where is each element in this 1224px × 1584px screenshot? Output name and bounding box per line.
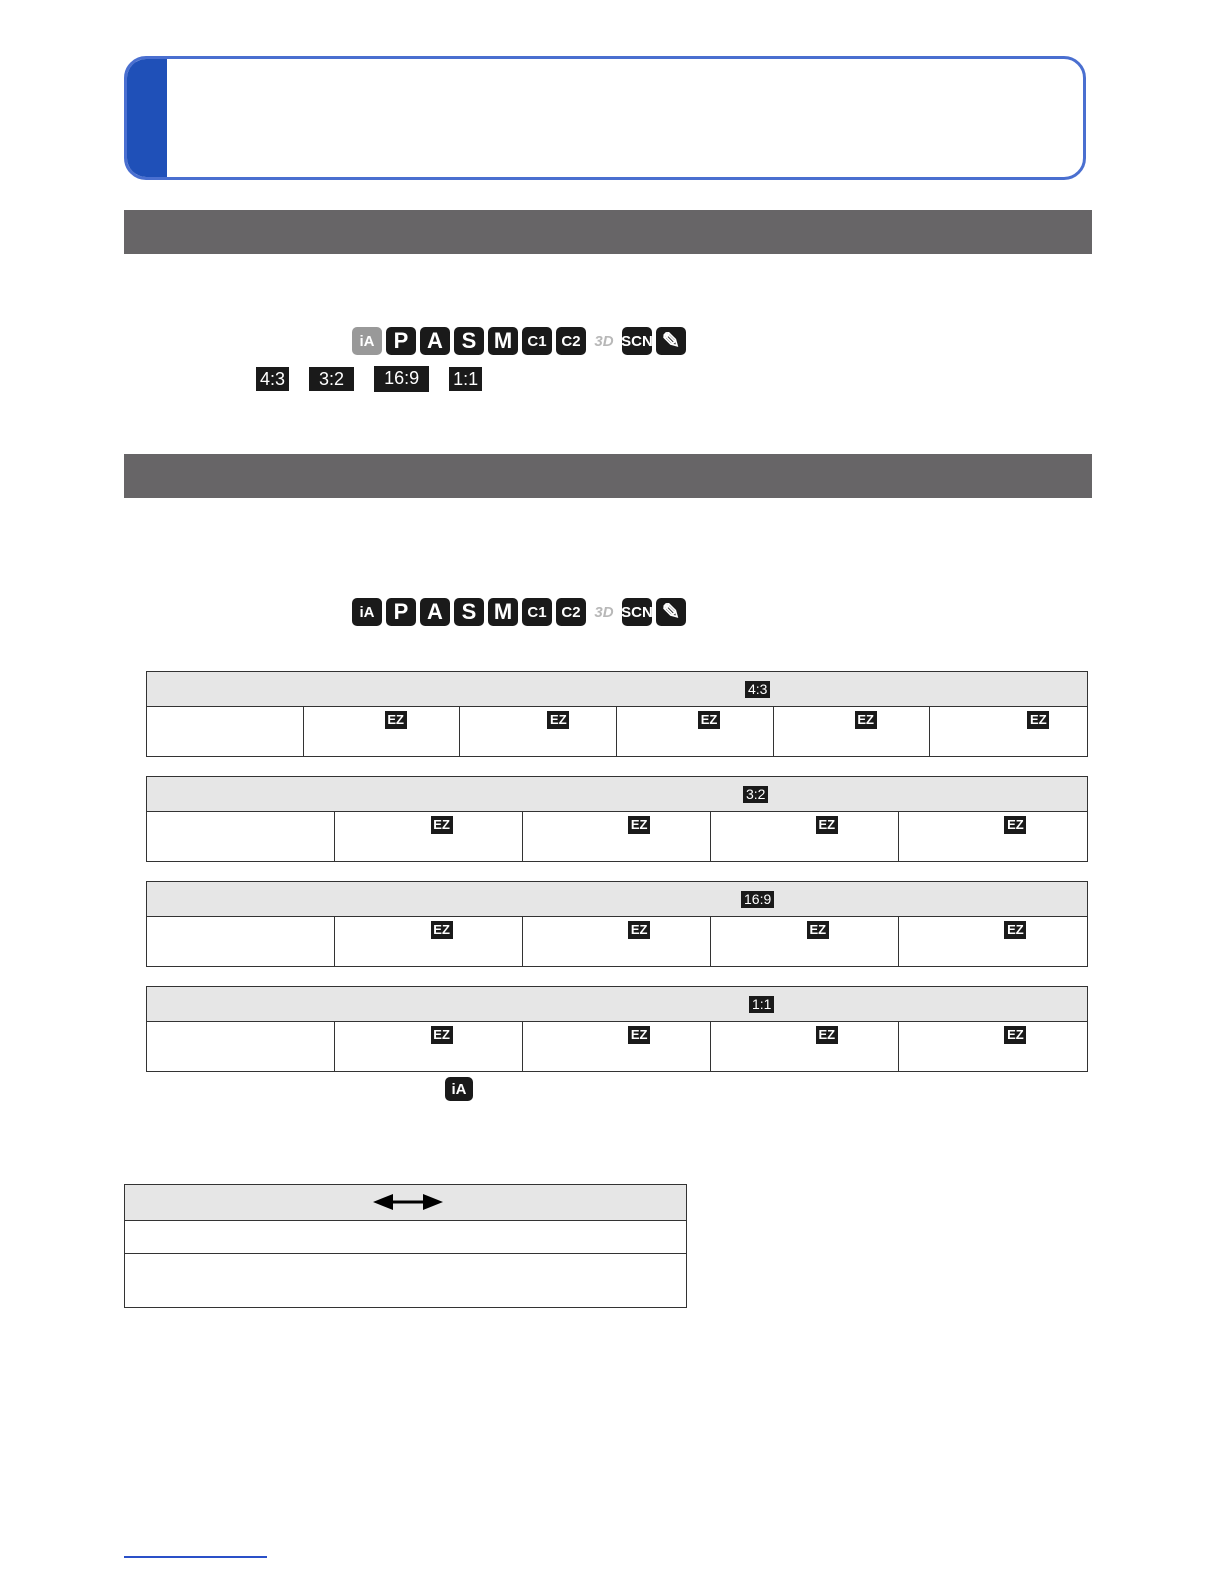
c1-mode-icon: C1 xyxy=(522,327,552,355)
ez-icon: EZ xyxy=(628,921,650,939)
table-cell xyxy=(460,707,617,757)
ratio-3-2-icon: 3:2 xyxy=(743,786,768,803)
table-cell xyxy=(147,1022,335,1072)
recording-mode-icons-2 xyxy=(352,598,686,626)
section-header-1 xyxy=(124,210,1092,254)
picture-size-table-16-9 xyxy=(146,881,1088,967)
table-cell xyxy=(899,812,1087,862)
picture-size-table-3-2 xyxy=(146,776,1088,862)
table-cell xyxy=(147,812,335,862)
table-cell xyxy=(711,917,900,967)
ratio-1-1-icon: 1:1 xyxy=(449,367,482,391)
table-cell xyxy=(711,1022,900,1072)
ratio-16-9-icon: 16:9 xyxy=(374,366,429,392)
ratio-16-9-icon: 16:9 xyxy=(741,891,774,908)
ratio-4-3-icon: 4:3 xyxy=(256,367,289,391)
page-title-box xyxy=(124,56,1086,180)
3d-mode-icon: 3D xyxy=(594,332,614,350)
m-mode-icon: M xyxy=(488,327,518,355)
table-cell xyxy=(899,917,1087,967)
table-cell xyxy=(774,707,931,757)
aspect-ratio-row xyxy=(256,366,482,392)
table-row xyxy=(147,707,1087,757)
3d-mode-icon: 3D xyxy=(594,603,614,621)
ez-icon: EZ xyxy=(816,816,838,834)
ez-icon: EZ xyxy=(431,816,453,834)
ez-icon: EZ xyxy=(807,921,829,939)
table-row xyxy=(147,1022,1087,1072)
ez-icon: EZ xyxy=(431,921,453,939)
ez-icon: EZ xyxy=(816,1026,838,1044)
table-header xyxy=(147,882,1087,917)
table-header xyxy=(147,672,1087,707)
picture-size-table-1-1 xyxy=(146,986,1088,1072)
double-arrow-icon xyxy=(373,1193,443,1211)
ez-icon: EZ xyxy=(385,711,407,729)
picture-size-table-4-3 xyxy=(146,671,1088,757)
table-cell xyxy=(304,707,461,757)
p-mode-icon: P xyxy=(386,327,416,355)
table-header xyxy=(125,1185,686,1221)
table-row xyxy=(147,917,1087,967)
table-header xyxy=(147,987,1087,1022)
title-accent-bar xyxy=(127,59,167,177)
ez-icon: EZ xyxy=(547,711,569,729)
creative-mode-icon: ✎ xyxy=(656,598,686,626)
s-mode-icon: S xyxy=(454,598,484,626)
section-header-2 xyxy=(124,454,1092,498)
ez-icon: EZ xyxy=(1004,1026,1026,1044)
ia-icon: iA xyxy=(352,327,382,355)
table-cell xyxy=(147,917,335,967)
intelligent-auto-icon: iA xyxy=(445,1077,473,1101)
ratio-4-3-icon: 4:3 xyxy=(745,681,770,698)
table-cell xyxy=(930,707,1087,757)
ez-icon: EZ xyxy=(628,816,650,834)
table-cell xyxy=(523,812,711,862)
a-mode-icon: A xyxy=(420,598,450,626)
table-cell xyxy=(711,812,900,862)
ez-icon: EZ xyxy=(698,711,720,729)
table-row xyxy=(125,1221,686,1254)
s-mode-icon: S xyxy=(454,327,484,355)
ez-icon: EZ xyxy=(855,711,877,729)
table-cell xyxy=(335,1022,524,1072)
ratio-3-2-icon: 3:2 xyxy=(309,367,354,391)
c1-mode-icon: C1 xyxy=(522,598,552,626)
c2-mode-icon: C2 xyxy=(556,327,586,355)
creative-mode-icon: ✎ xyxy=(656,327,686,355)
bottom-table xyxy=(124,1184,687,1308)
c2-mode-icon: C2 xyxy=(556,598,586,626)
table-cell xyxy=(523,917,711,967)
table-cell xyxy=(335,812,524,862)
table-row xyxy=(147,812,1087,862)
m-mode-icon: M xyxy=(488,598,518,626)
ez-icon: EZ xyxy=(1027,711,1049,729)
recording-mode-icons-1 xyxy=(352,327,686,355)
ez-icon: EZ xyxy=(628,1026,650,1044)
table-header xyxy=(147,777,1087,812)
table-cell xyxy=(147,707,304,757)
footer-link[interactable] xyxy=(124,1556,267,1558)
ia-icon: iA xyxy=(352,598,382,626)
ez-icon: EZ xyxy=(431,1026,453,1044)
scn-mode-icon: SCN xyxy=(622,598,652,626)
table-cell xyxy=(523,1022,711,1072)
scn-mode-icon: SCN xyxy=(622,327,652,355)
table-cell xyxy=(335,917,524,967)
ez-icon: EZ xyxy=(1004,921,1026,939)
ez-icon: EZ xyxy=(1004,816,1026,834)
ratio-1-1-icon: 1:1 xyxy=(749,996,774,1013)
p-mode-icon: P xyxy=(386,598,416,626)
table-cell xyxy=(899,1022,1087,1072)
table-cell xyxy=(617,707,774,757)
a-mode-icon: A xyxy=(420,327,450,355)
